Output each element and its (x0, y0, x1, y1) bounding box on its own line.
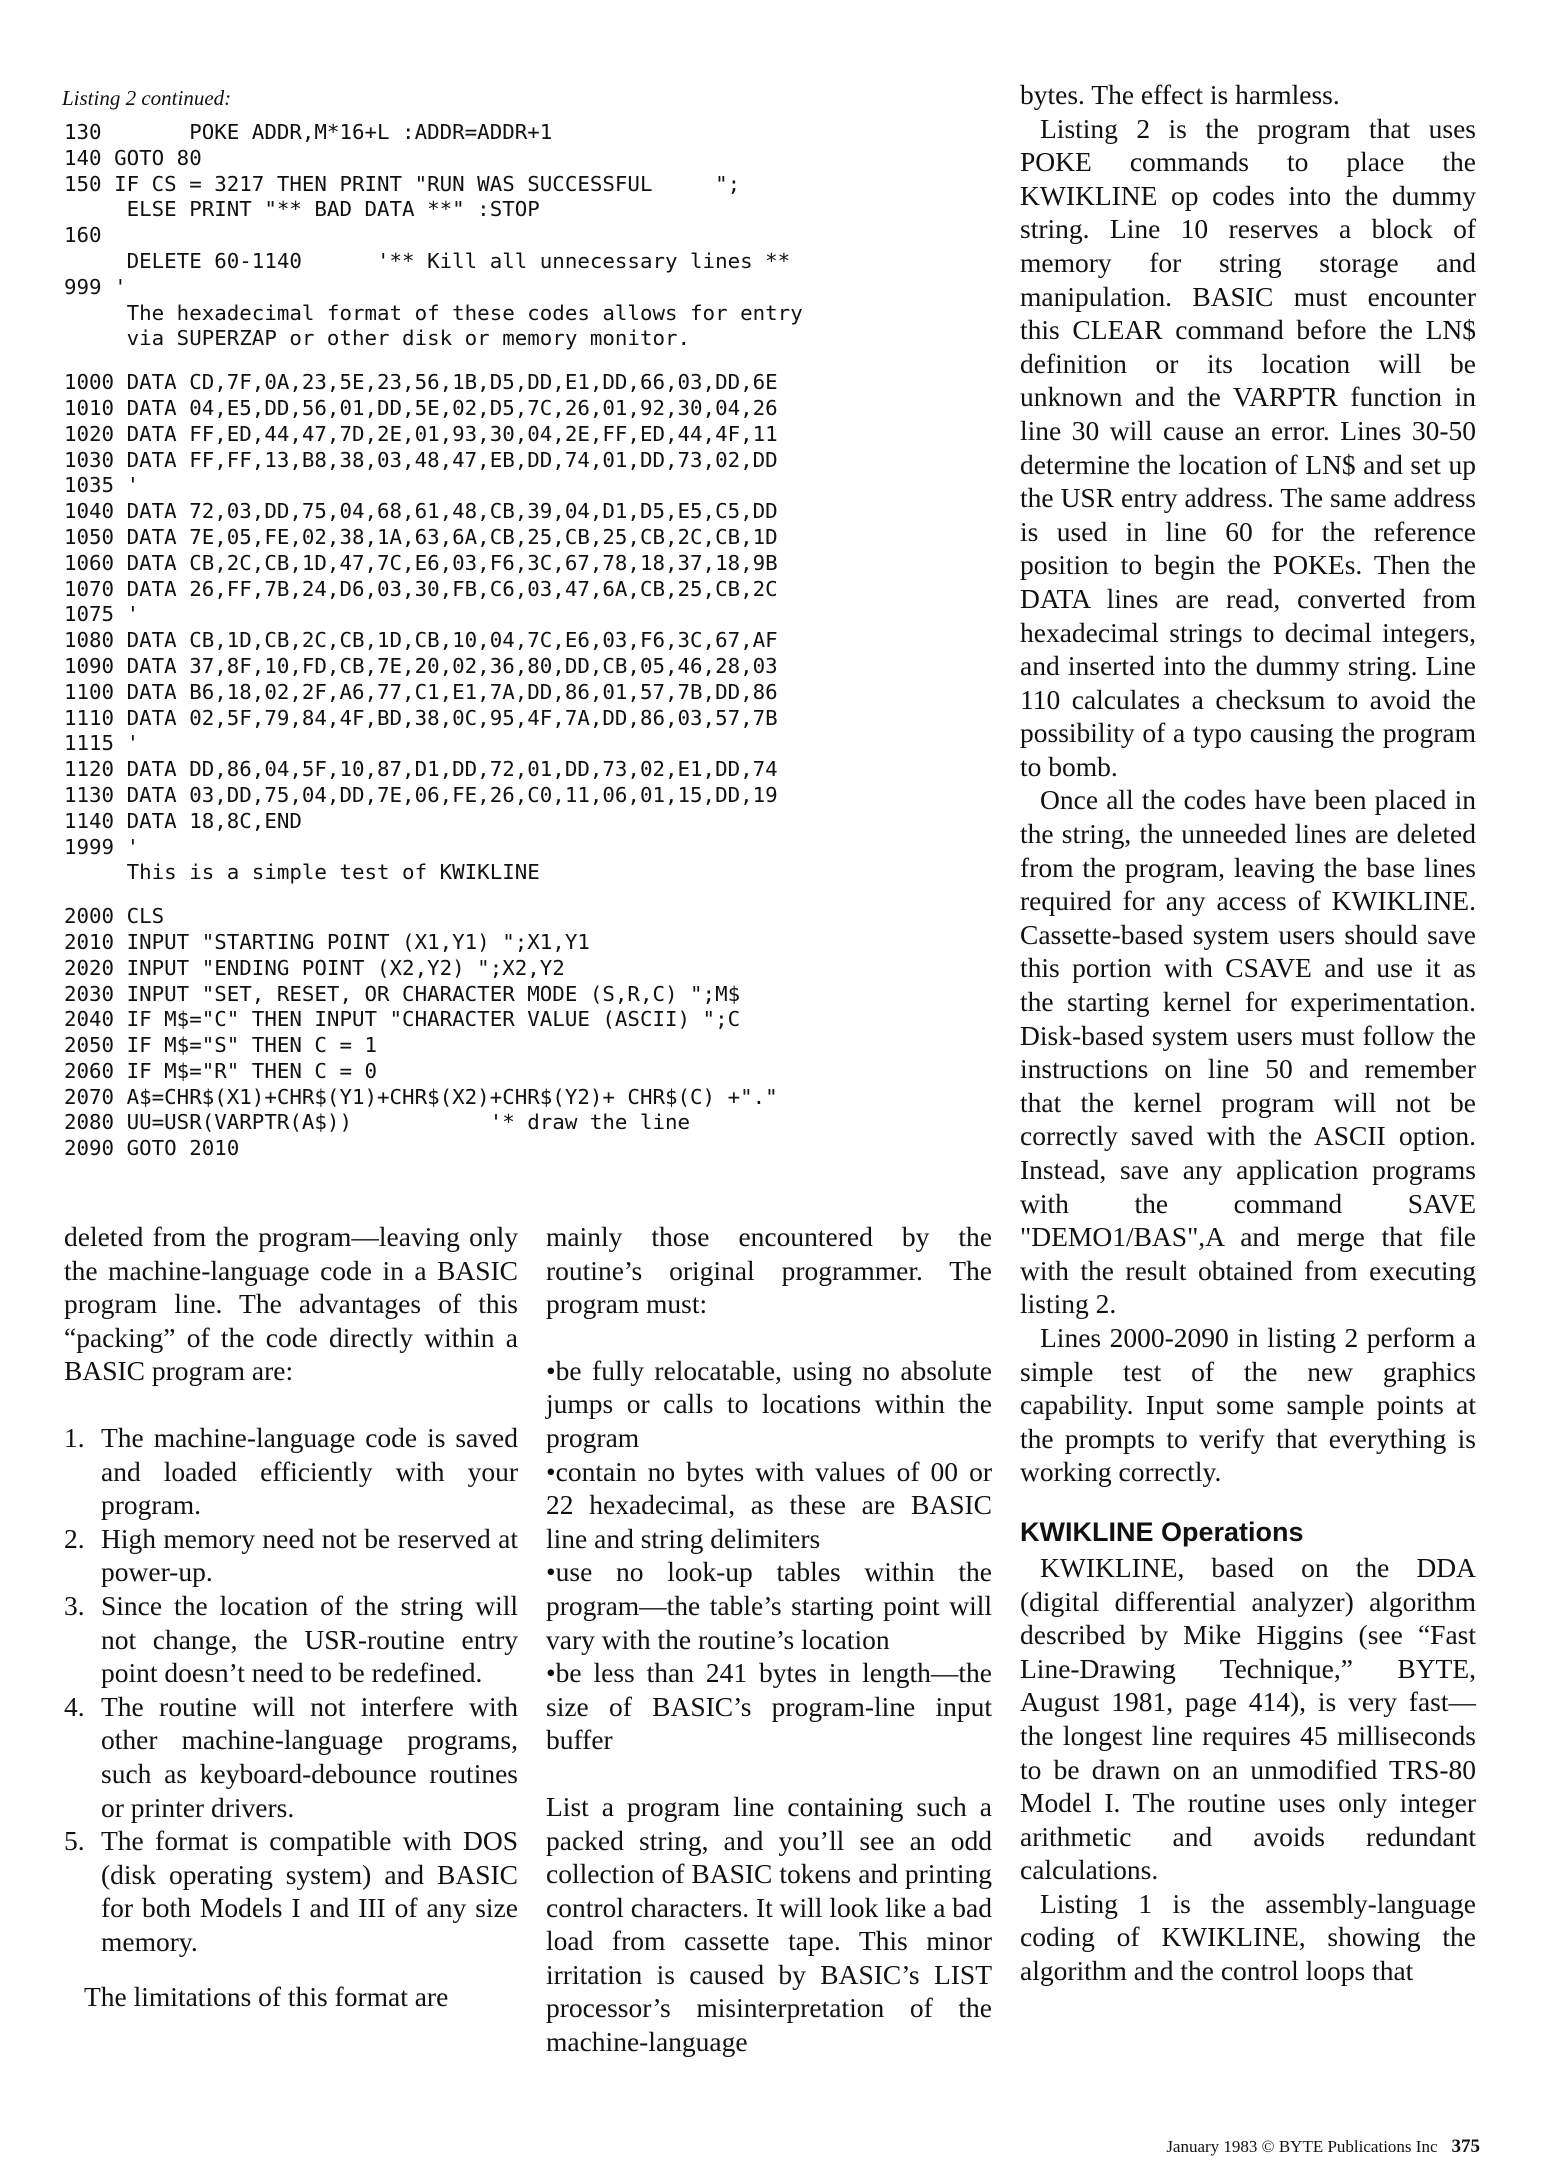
list-item (64, 1421, 518, 1522)
code-line: 150 IF CS = 3217 THEN PRINT "RUN WAS SUCCESSFUL "; (64, 171, 741, 196)
right-paragraph-2: Listing 2 is the program that uses POKE commands to place the KWIKLINE op codes into the dummy string. Line 10 reserves a block of memory for string storage and manipulation. BASIC must encounter this CLEAR command before the LN$ definition or its location will be unknown and the VARPTR function in line 30 will cause an error. Lines 30-50 determine the location of LN$ and set up the USR entry address. The same address is used in line 60 for the reference position to begin the POKEs. Then the DATA lines are read, converted from hexadecimal strings to decimal integers, and inserted into the dummy string. Line 110 calculates a checksum to avoid the possibility of a typo causing the program to bomb. (1020, 112, 1476, 782)
middle-column (546, 1220, 992, 2059)
requirement-item: •use no look-up tables within the program—the table’s starting point will vary with the routine’s location (546, 1556, 992, 1655)
code-line: 2020 INPUT "ENDING POINT (X2,Y2) ";X2,Y2 (64, 955, 565, 980)
code-line: 1070 DATA 26,FF,7B,24,D6,03,30,FB,C6,03,47,6A,CB,25,CB,2C (64, 576, 778, 601)
footer-date: January 1983 © BYTE Publications Inc (1166, 2137, 1438, 2156)
code-line: ELSE PRINT "** BAD DATA **" :STOP (64, 197, 540, 222)
code-line: 1040 DATA 72,03,DD,75,04,68,61,48,CB,39,04,D1,D5,E5,C5,DD (64, 499, 778, 524)
code-line: 1000 DATA CD,7F,0A,23,5E,23,56,1B,D5,DD,E1,DD,66,03,DD,6E (64, 370, 778, 395)
list-item (64, 1589, 518, 1690)
code-line: 2090 GOTO 2010 (64, 1136, 240, 1161)
code-line: 1110 DATA 02,5F,79,84,4F,BD,38,0C,95,4F,7A,DD,86,03,57,7B (64, 705, 778, 730)
code-line (64, 886, 1014, 904)
right-paragraph-6: Listing 1 is the assembly-language coding of KWIKLINE, showing the algorithm and the control loops that (1020, 1887, 1476, 1987)
code-line: 2070 A$=CHR$(X1)+CHR$(Y1)+CHR$(X2)+CHR$(Y2)+ CHR$(C) +"." (64, 1084, 778, 1109)
requirement-item: •contain no bytes with values of 00 or 22 hexadecimal, as these are BASIC line and string delimiters (546, 1455, 992, 1554)
code-line: 1999 ' (64, 834, 140, 859)
list-number: 2. (64, 1522, 85, 1554)
code-line: 2060 IF M$="R" THEN C = 0 (64, 1058, 378, 1083)
code-line: 1120 DATA DD,86,04,5F,10,87,D1,DD,72,01,DD,73,02,E1,DD,74 (64, 757, 778, 782)
page-footer (1166, 2136, 1480, 2158)
list-text: The machine-language code is saved and loaded efficiently with your program. (101, 1421, 518, 1521)
section-heading: KWIKLINE Operations (1020, 1516, 1304, 1547)
list-text: High memory need not be reserved at power-up. (101, 1522, 518, 1588)
middle-intro: mainly those encountered by the routine’s original programmer. The program must: (546, 1221, 992, 1320)
code-line: via SUPERZAP or other disk or memory monitor. (64, 326, 691, 351)
left-column (64, 1220, 518, 2014)
list-number: 3. (64, 1589, 85, 1621)
list-text: The format is compatible with DOS (disk operating system) and BASIC for both Models I and III of any size memory. (101, 1825, 518, 1957)
code-line: 1020 DATA FF,ED,44,47,7D,2E,01,93,30,04,2E,FF,ED,44,4F,11 (64, 421, 778, 446)
list-item (64, 1522, 518, 1589)
left-closing: The limitations of this format are (84, 1981, 449, 2013)
code-line: 1130 DATA 03,DD,75,04,DD,7E,06,FE,26,C0,11,06,01,15,DD,19 (64, 782, 778, 807)
code-line: 1075 ' (64, 602, 140, 627)
code-line: 2050 IF M$="S" THEN C = 1 (64, 1033, 378, 1058)
code-line: 130 POKE ADDR,M*16+L :ADDR=ADDR+1 (64, 120, 553, 144)
list-text: The routine will not interfere with other machine-language programs, such as keyboard-debounce routines or printer drivers. (101, 1690, 518, 1823)
code-line: 1010 DATA 04,E5,DD,56,01,DD,5E,02,D5,7C,26,01,92,30,04,26 (64, 395, 778, 420)
right-paragraph-5: KWIKLINE, based on the DDA (digital differential analyzer) algorithm described by Mike Higgins (see “Fast Line-Drawing Technique,” BYTE, August 1981, page 414), is very fast—the longest line requires 45 milliseconds to be drawn on an unmodified TRS-80 Model I. The routine uses only integer arithmetic and avoids redundant calculations. (1020, 1551, 1476, 1886)
list-item (64, 1690, 518, 1824)
code-line: This is a simple test of KWIKLINE (64, 860, 540, 885)
code-line: 1090 DATA 37,8F,10,FD,CB,7E,20,02,36,80,DD,CB,05,46,28,03 (64, 653, 778, 678)
code-line: 2040 IF M$="C" THEN INPUT "CHARACTER VALUE (ASCII) ";C (64, 1007, 741, 1032)
code-line: 140 GOTO 80 (64, 145, 202, 170)
code-line: 2010 INPUT "STARTING POINT (X1,Y1) ";X1,Y1 (64, 929, 590, 954)
right-paragraph-3: Once all the codes have been placed in the string, the unneeded lines are deleted from the program, leaving the base lines required for any access of KWIKLINE. Cassette-based system users should save this portion with CSAVE and use it as the starting kernel for experimentation. Disk-based system users must follow the instructions on line 50 and remember that the kernel program will not be correctly saved with the ASCII option. Instead, save any application programs with the command SAVE "DEMO1/BAS",A and merge that file with the result obtained from executing listing 2. (1020, 784, 1476, 1320)
code-line: 2080 UU=USR(VARPTR(A$)) '* draw the line (64, 1110, 691, 1135)
list-number: 4. (64, 1690, 85, 1722)
code-line (64, 352, 1014, 370)
code-line: 1100 DATA B6,18,02,2F,A6,77,C1,E1,7A,DD,86,01,57,7B,DD,86 (64, 679, 778, 704)
list-text: Since the location of the string will not change, the USR-routine entry point doesn’t need to be redefined. (101, 1589, 518, 1689)
middle-paragraph: List a program line containing such a packed string, and you’ll see an odd collection of BASIC tokens and printing control characters. It will look like a bad load from cassette tape. This minor irritation is caused by BASIC’s LIST processor’s misinterpretation of the machine-language (546, 1790, 992, 2058)
page-number: 375 (1451, 2136, 1480, 2157)
advantages-list (64, 1421, 518, 1959)
code-line: 1035 ' (64, 473, 140, 498)
code-line: 1050 DATA 7E,05,FE,02,38,1A,63,6A,CB,25,CB,25,CB,2C,CB,1D (64, 524, 778, 549)
code-line: 2000 CLS (64, 904, 165, 929)
list-number: 1. (64, 1421, 85, 1453)
code-listing (64, 120, 1014, 1162)
code-line: 160 (64, 223, 102, 248)
list-item (64, 1824, 518, 1958)
list-number: 5. (64, 1825, 85, 1857)
right-paragraph-4: Lines 2000-2090 in listing 2 perform a simple test of the new graphics capability. Input some sample points at the prompts to verify that everything is working correctly. (1020, 1321, 1476, 1488)
requirement-item: •be fully relocatable, using no absolute jumps or calls to locations within the program (546, 1354, 992, 1453)
code-line: DELETE 60-1140 '** Kill all unnecessary lines ** (64, 248, 791, 273)
left-intro: deleted from the program—leaving only the machine-language code in a BASIC program line. The advantages of this “packing” of the code directly within a BASIC program are: (64, 1221, 518, 1387)
code-line: 2030 INPUT "SET, RESET, OR CHARACTER MODE (S,R,C) ";M$ (64, 981, 741, 1006)
code-line: 1140 DATA 18,8C,END (64, 808, 302, 833)
code-line: The hexadecimal format of these codes allows for entry (64, 300, 803, 325)
right-column (1020, 78, 1476, 1988)
code-line: 1080 DATA CB,1D,CB,2C,CB,1D,CB,10,04,7C,E6,03,F6,3C,67,AF (64, 628, 778, 653)
code-line: 999 ' (64, 274, 127, 299)
code-line: 1060 DATA CB,2C,CB,1D,47,7C,E6,03,F6,3C,67,78,18,37,18,9B (64, 550, 778, 575)
requirement-item: •be less than 241 bytes in length—the size of BASIC’s program-line input buffer (546, 1657, 992, 1756)
right-paragraph-1: bytes. The effect is harmless. (1020, 79, 1340, 110)
listing-caption: Listing 2 continued: (62, 86, 232, 110)
code-line: 1115 ' (64, 731, 140, 756)
code-line: 1030 DATA FF,FF,13,B8,38,03,48,47,EB,DD,74,01,DD,73,02,DD (64, 447, 778, 472)
